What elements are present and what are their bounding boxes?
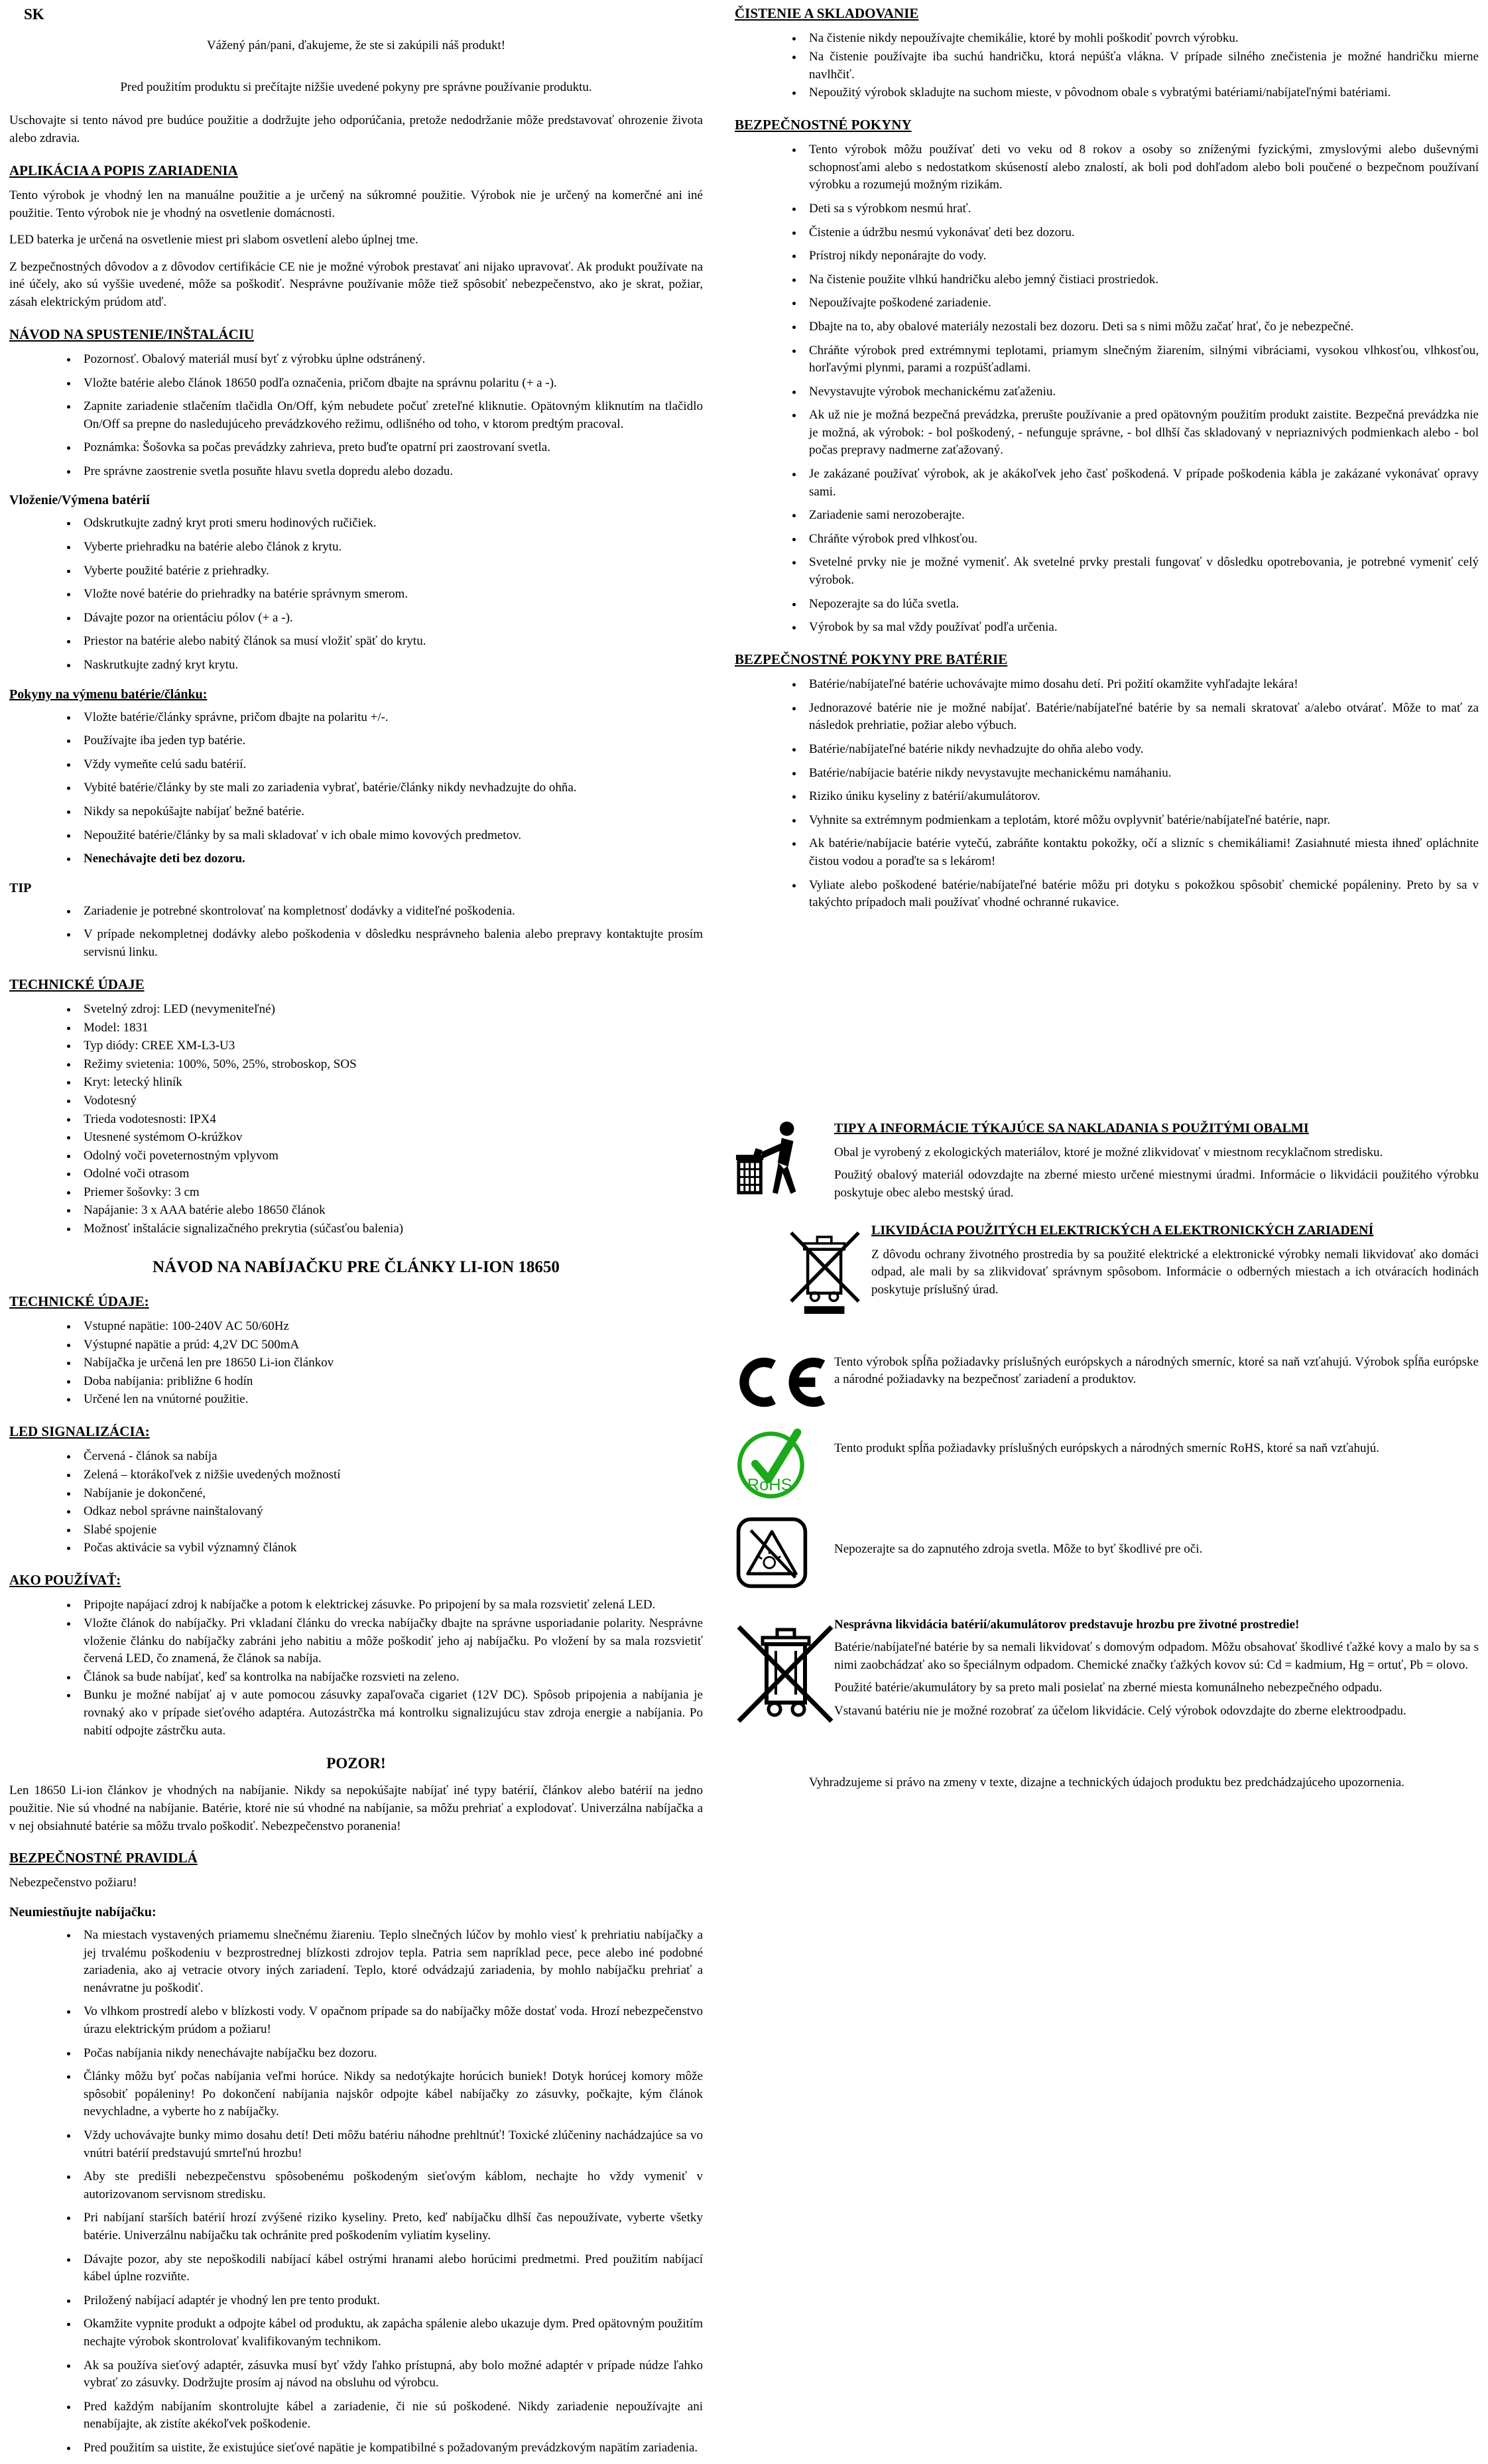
- rohs-text: [834, 1423, 1479, 1463]
- section-heading-startup: NÁVOD NA SPUSTENIE/INŠTALÁCIU: [9, 326, 255, 342]
- paragraph: Použité batérie/akumulátory by sa preto mali posielať na zberné miesta komunálneho nebezpečného odpadu.: [834, 1681, 1383, 1695]
- startup-list: [9, 351, 703, 481]
- list-item: • Na miestach vystavených priamemu slnečnému žiareniu. Teplo slnečných lúčov by mohlo viesť k prehriatiu nabíjačky a jej trvalému poškodeniu v bezprostrednej blízkosti zdrojov tepla. Patria sem napríklad pece, pece alebo iné podobné zariadenia, ako aj vetracie otvory iných zariadení. Teplo, ktoré odvádzajú zariadenia, by mohlo nabíjačku prehriať a nenávratne ju poškodiť.: [78, 1927, 703, 1997]
- section-heading-led-signal: LED SIGNALIZÁCIA:: [9, 1423, 150, 1440]
- ce-mark-icon: [735, 1354, 834, 1411]
- list-item: • Odskrutkujte zadný kryt proti smeru hodinových ručičiek.: [78, 515, 703, 533]
- list-item: • Výstupné napätie a prúd: 4,2V DC 500mA: [78, 1336, 703, 1354]
- battery-disposal-icon: [735, 1616, 834, 1728]
- list-item: • Vložte batérie/články správne, pričom dbajte na polaritu +/-.: [78, 709, 703, 727]
- list-item: • Typ diódy: CREE XM-L3-U3: [78, 1037, 703, 1055]
- tip-list: [9, 903, 703, 962]
- section-heading-safety-rules: BEZPEČNOSTNÉ PRAVIDLÁ: [9, 1850, 198, 1866]
- eye-warning-block: [735, 1516, 1479, 1590]
- packaging-info-block: [735, 1118, 1479, 1208]
- section-heading-safety: BEZPEČNOSTNÉ POKYNY: [735, 116, 912, 133]
- list-item: • Riziko úniku kyseliny z batérií/akumulátorov.: [804, 788, 1479, 806]
- subheading-do-not-place: Neumiestňujte nabíjačku:: [9, 1905, 156, 1920]
- battery-replace-list: [9, 709, 703, 868]
- list-item: • Počas aktivácie sa vybil významný článok: [78, 1539, 703, 1557]
- list-item: • Poznámka: Šošovka sa počas prevádzky zahrieva, preto buďte opatrní pri zaostrovaní svetla.: [78, 439, 703, 457]
- subheading-battery-replace: Pokyny na výmenu batérie/článku:: [9, 686, 208, 702]
- spacer: [735, 919, 1479, 1118]
- battery-disposal-block: [735, 1616, 1479, 1728]
- section-heading-charger-tech: TECHNICKÉ ÚDAJE:: [9, 1293, 149, 1309]
- list-item: • Napájanie: 3 x AAA batérie alebo 18650 článok: [78, 1202, 703, 1220]
- list-item: • Naskrutkujte zadný kryt krytu.: [78, 657, 703, 675]
- safety-list: [735, 141, 1479, 637]
- list-item: • Pri nabíjaní starších batérií hrozí zvýšené riziko kyseliny. Preto, keď nabíjačku dlhší čas nepoužívate, vyberte všetky batérie. Univerzálnu nabíjačku tak ochránite pred poškodením vyliatím kyseliny.: [78, 2209, 703, 2244]
- list-item: • Výrobok by sa mal vždy používať podľa určenia.: [804, 619, 1479, 637]
- weee-heading: LIKVIDÁCIA POUŽITÝCH ELEKTRICKÝCH A ELEKTRONICKÝCH ZARIADENÍ: [871, 1222, 1374, 1238]
- list-item: • Kryt: letecký hliník: [78, 1074, 703, 1092]
- list-item: • Aby ste predišli nebezpečenstvu spôsobenému poškodeným sieťovým káblom, nechajte ho vždy vymeniť v autorizovanom servisnom stredisku.: [78, 2168, 703, 2203]
- list-item: • Bunku je možné nabíjať aj v aute pomocou zásuvky zapaľovača cigariet (12V DC). Spôsob pripojenia a nabíjania je rovnaký ako v prípade sieťového adaptéra. Autozástrčka má kontrolku signalizujúcu stav zdroja energie a nabíjania. Po nabití odpojte zástrčku auta.: [78, 1687, 703, 1740]
- list-item: • Dbajte na to, aby obalové materiály nezostali bez dozoru. Deti sa s nimi môžu začať hrať, čo je nebezpečné.: [804, 318, 1479, 336]
- list-item: • Používajte iba jeden typ batérie.: [78, 732, 703, 750]
- list-item: • Na čistenie použite vlhkú handričku alebo jemný čistiaci prostriedok.: [804, 271, 1479, 289]
- rohs-icon: [735, 1423, 834, 1504]
- svg-text:RoHS: RoHS: [747, 1475, 792, 1494]
- list-item: • Na čistenie nikdy nepoužívajte chemikálie, ktoré by mohli poškodiť povrch výrobku.: [804, 30, 1479, 48]
- eye-warning-icon: [735, 1516, 834, 1590]
- paragraph: Z bezpečnostných dôvodov a z dôvodov certifikácie CE nie je možné výrobok prestavať ani nijako upravovať. Ak produkt používate na iné účely, ako sú vyššie uvedené, môže sa poškodiť. Nesprávne používanie môže tiež spôsobiť nebezpečenstvo, ako je skrat, požiar, zásah elektrickým prúdom atď.: [9, 259, 703, 309]
- list-item: • Slabé spojenie: [78, 1522, 703, 1539]
- rohs-block: [735, 1423, 1479, 1504]
- list-item: • Odolné voči otrasom: [78, 1165, 703, 1183]
- list-item: • Na čistenie používajte iba suchú handričku, ktorá nepúšťa vlákna. V prípade silného znečistenia je možné handričku mierne navlhčiť.: [804, 48, 1479, 84]
- subheading-battery-insert: Vloženie/Výmena batérií: [9, 493, 150, 508]
- charger-tech-list: [9, 1318, 703, 1409]
- battery-safety-list: [735, 676, 1479, 912]
- list-item: • Zapnite zariadenie stlačením tlačidla On/Off, kým nebudete počuť zreteľné kliknutie. Opätovným kliknutím na tlačidlo On/Off sa prepne do nasledujúceho prevádzkového režimu, odlišného od toho, v ktorom predtým pracoval.: [78, 398, 703, 433]
- list-item: • Jednorazové batérie nie je možné nabíjať. Batérie/nabíjateľné batérie by sa nemali skratovať a/alebo otvárať. Môže to mať za následok prehriatie, požiar alebo výbuch.: [804, 700, 1479, 735]
- intro-keep: Uschovajte si tento návod pre budúce použitie a dodržujte jeho odporúčania, pretože nedodržanie môže predstavovať ohrozenie života alebo zdravia.: [9, 113, 703, 145]
- list-item: • Odolný voči poveternostným vplyvom: [78, 1147, 703, 1165]
- list-item: • Články môžu byť počas nabíjania veľmi horúce. Nikdy sa nedotýkajte horúcich buniek! Dotyk horúcej komory môže spôsobiť popáleniny! Po dokončení nabíjania najskôr odpojte kábel nabíjačky zo zásuvky, počkajte, kým článok nevychladne, a vyberte ho z nabíjačky.: [78, 2068, 703, 2121]
- list-item: • Vložte článok do nabíjačky. Pri vkladaní článku do vrecka nabíjačky dbajte na správne usporiadanie polarity. Nesprávne vloženie článku do nabíjačky zabráni jeho nabitiu a môže poškodiť jeho aj nabíjačku. Po vložení by sa mala rozsvietiť červená LED, čo znamená, že článok sa nabíja.: [78, 1615, 703, 1668]
- list-item: • Zariadenie sami nerozoberajte.: [804, 507, 1479, 525]
- list-item: • Vodotesný: [78, 1092, 703, 1110]
- list-item: • Doba nabíjania: približne 6 hodín: [78, 1373, 703, 1391]
- list-item: • Tento výrobok môžu používať deti vo veku od 8 rokov a osoby so zníženými fyzickými, zmyslovými alebo duševnými schopnosťami alebo s nedostatkom skúseností alebo znalostí, ak boli pod dohľadom alebo boli poučené o bezpečnom používaní výrobku a rozumejú možným rizikám.: [804, 141, 1479, 194]
- list-item: • Odkaz nebol správne nainštalovaný: [78, 1503, 703, 1521]
- list-item: • Vyberte použité batérie z priehradky.: [78, 562, 703, 580]
- change-rights-note: Vyhradzujeme si právo na zmeny v texte, dizajne a technických údajoch produktu bez predchádzajúceho upozornenia.: [809, 1775, 1404, 1789]
- list-item: • Nabíjačka je určená len pre 18650 Li-ion článkov: [78, 1354, 703, 1372]
- paragraph: Tento produkt spĺňa požiadavky príslušných európskych a národných smerníc RoHS, ktoré sa naň vzťahujú.: [834, 1441, 1380, 1455]
- list-item: • Priložený nabíjací adaptér je vhodný len pre tento produkt.: [78, 2292, 703, 2310]
- warning-title: POZOR!: [326, 1755, 386, 1772]
- list-item: • Vložte nové batérie do priehradky na batérie správnym smerom.: [78, 586, 703, 604]
- section-heading-application: APLIKÁCIA A POPIS ZARIADENIA: [9, 162, 238, 178]
- ce-block: [735, 1354, 1479, 1411]
- list-item: • Pozornosť. Obalový materiál musí byť z výrobku úplne odstránený.: [78, 351, 703, 369]
- paragraph: Použitý obalový materiál odovzdajte na zberné miesto určené miestnymi úradmi. Informácie o likvidácii použitého výrobku poskytuje obec alebo mestský úrad.: [834, 1168, 1479, 1200]
- list-item: • Vyliate alebo poškodené batérie/nabíjateľné batérie môžu pri dotyku s pokožkou spôsobiť chemické popáleniny. Preto by sa v takýchto prípadoch mali používať vhodné ochranné rukavice.: [804, 877, 1479, 912]
- list-item: • Dávajte pozor, aby ste nepoškodili nabíjací kábel ostrými hranami alebo horúcimi predmetmi. Pred použitím nabíjací kábel úplne rozviňte.: [78, 2251, 703, 2286]
- list-item: • Možnosť inštalácie signalizačného prekrytia (súčasťou balenia): [78, 1220, 703, 1238]
- subheading-tip: TIP: [9, 880, 32, 895]
- packaging-heading: TIPY A INFORMÁCIE TÝKAJÚCE SA NAKLADANIA S POUŽITÝMI OBALMI: [834, 1120, 1309, 1135]
- list-item: • Ak batérie/nabíjacie batérie vytečú, zabráňte kontaktu pokožky, očí a slizníc s chemikáliami! Zasiahnuté miesta ihneď opláchnite čistou vodou a poraďte sa s lekárom!: [804, 835, 1479, 870]
- right-column: [735, 0, 1479, 1801]
- list-item: • Nepoužitý výrobok skladujte na suchom mieste, v pôvodnom obale s vybratými batériami/nabíjateľnými batériami.: [804, 84, 1479, 102]
- tech-list: [9, 1001, 703, 1238]
- paragraph: LED baterka je určená na osvetlenie miest pri slabom osvetlení alebo úplnej tme.: [9, 233, 418, 247]
- list-item: • Pripojte napájací zdroj k nabíjačke a potom k elektrickej zásuvke. Po pripojení by sa mala rozsvietiť zelená LED.: [78, 1596, 703, 1614]
- list-item: • Zelená – ktorákoľvek z nižšie uvedených možností: [78, 1466, 703, 1484]
- paragraph: Vstavanú batériu nie je možné rozobrať za účelom likvidácie. Celý výrobok odovzdajte do zberne elektroodpadu.: [834, 1703, 1406, 1718]
- paragraph: Batérie/nabíjateľné batérie by sa nemali likvidovať s domovým odpadom. Môžu obsahovať škodlivé ťažké kovy a malo by sa s nimi zaobchádzať ako so špeciálnym odpadom. Chemické značky ťažkých kovov sú: Cd = kadmium, Hg = ortuť, Pb = olovo.: [834, 1640, 1479, 1672]
- cleaning-list: [735, 30, 1479, 101]
- list-item: • Prístroj nikdy neponárajte do vody.: [804, 247, 1479, 265]
- list-item: • Vyberte priehradku na batérie alebo článok z krytu.: [78, 539, 703, 556]
- list-item: • Nenechávajte deti bez dozoru.: [78, 850, 703, 868]
- list-item: • Batérie/nabíjateľné batérie nikdy nevhadzujte do ohňa alebo vody.: [804, 741, 1479, 759]
- list-item: • Vložte batérie alebo článok 18650 podľa označenia, pričom dbajte na správnu polaritu (+ a -).: [78, 375, 703, 393]
- battery-disposal-heading: Nesprávna likvidácia batérií/akumulátorov predstavuje hrozbu pre životné prostredie!: [834, 1617, 1300, 1632]
- list-item: • Pre správne zaostrenie svetla posuňte hlavu svetla dopredu alebo dozadu.: [78, 463, 703, 481]
- intro-thanks: Vážený pán/pani, ďakujeme, že ste si zakúpili náš produkt!: [206, 38, 506, 53]
- how-to-use-list: [9, 1596, 703, 1740]
- list-item: • Počas nabíjania nikdy nenechávajte nabíjačku bez dozoru.: [78, 2045, 703, 2063]
- intro-read: Pred použitím produktu si prečítajte nižšie uvedené pokyny pre správne používanie produktu.: [120, 80, 592, 94]
- paragraph: Tento výrobok je vhodný len na manuálne použitie a je určený na súkromné použitie. Výrobok nie je určený na komerčné ani iné použitie. Tento výrobok nie je vhodný na osvetlenie domácnosti.: [9, 188, 703, 220]
- language-code: SK: [24, 6, 44, 23]
- spacer: [735, 1602, 1479, 1616]
- section-heading-cleaning: ČISTENIE A SKLADOVANIE: [735, 5, 919, 21]
- weee-bin-icon: [786, 1220, 871, 1319]
- list-item: • Svetelné prvky nie je možné vymeniť. Ak svetelné prvky prestali fungovať v dôsledku opotrebovania, je potrebné vymeniť celý výrobok.: [804, 554, 1479, 589]
- packaging-info-text: [834, 1118, 1479, 1208]
- list-item: • Chráňte výrobok pred extrémnymi teplotami, priamym slnečným žiarením, silnými vibráciami, vysokou vlhkosťou, vlhkosťou, horľavými plynmi, parami a rozpúšťadlami.: [804, 342, 1479, 377]
- list-item: • Dávajte pozor na orientáciu pólov (+ a -).: [78, 610, 703, 627]
- paragraph: Nepozerajte sa do zapnutého zdroja svetla. Môže to byť škodlivé pre oči.: [834, 1541, 1203, 1556]
- list-item: • Nepoužité batérie/články by sa mali skladovať v ich obale mimo kovových predmetov.: [78, 827, 703, 845]
- paragraph: Z dôvodu ochrany životného prostredia by sa použité elektrické a elektronické výrobky nemali likvidovať ako domáci odpad, ale mali by sa zlikvidovať správnym spôsobom. Informácie o odberných miestach a ich otváracích hodinách poskytuje príslušný úrad.: [871, 1247, 1479, 1297]
- list-item: • Je zakázané používať výrobok, ak je akákoľvek jeho časť poškodená. V prípade poškodenia kábla je zakázané vykonávať opravy sami.: [804, 466, 1479, 501]
- list-item: • Deti sa s výrobkom nesmú hrať.: [804, 200, 1479, 218]
- list-item: • Model: 1831: [78, 1019, 703, 1037]
- list-item: • Chráňte výrobok pred vlhkosťou.: [804, 531, 1479, 549]
- battery-insert-list: [9, 515, 703, 674]
- safety-rules-list: [9, 1927, 703, 2457]
- list-item: • Vstupné napätie: 100-240V AC 50/60Hz: [78, 1318, 703, 1336]
- weee-text: [871, 1220, 1479, 1305]
- list-item: • Vždy vymeňte celú sadu batérií.: [78, 756, 703, 774]
- fire-danger-note: Nebezpečenstvo požiaru!: [9, 1876, 137, 1890]
- eye-warning-text: [834, 1516, 1479, 1564]
- list-item: • Pred každým nabíjaním skontrolujte kábel a zariadenie, či nie sú poškodené. Nikdy zariadenie nepoužívajte ani nenabíjajte, ak zistíte akékoľvek poškodenie.: [78, 2398, 703, 2433]
- ce-text: [834, 1354, 1479, 1394]
- led-signal-list: [9, 1448, 703, 1557]
- list-item: • Vo vlhkom prostredí alebo v blízkosti vody. V opačnom prípade sa do nabíjačky môže dostať voda. Hrozí nebezpečenstvo úrazu elektrickým prúdom a požiaru!: [78, 2003, 703, 2038]
- section-heading-how-to-use: AKO POUŽÍVAŤ:: [9, 1571, 121, 1588]
- tidyman-icon: [735, 1118, 834, 1204]
- left-column: [9, 0, 703, 2464]
- list-item: • Nepoužívajte poškodené zariadenie.: [804, 294, 1479, 312]
- list-item: • Okamžite vypnite produkt a odpojte kábel od produktu, ak zapácha spálenie alebo ukazuje dym. Pred opätovným použitím nechajte výrobok skontrolovať kvalifikovaným technikom.: [78, 2315, 703, 2351]
- list-item: • Nevystavujte výrobok mechanickému zaťaženiu.: [804, 383, 1479, 401]
- list-item: • Režimy svietenia: 100%, 50%, 25%, stroboskop, SOS: [78, 1056, 703, 1074]
- spacer: [735, 1331, 1479, 1354]
- list-item: • Vždy uchovávajte bunky mimo dosahu detí! Deti môžu batériu náhodne prehltnúť! Toxické zlúčeniny nachádzajúce sa vo vnútri batérií predstavujú smrteľnú hrozbu!: [78, 2127, 703, 2162]
- paragraph: Tento výrobok spĺňa požiadavky príslušných európskych a národných smerníc, ktoré sa naň vzťahujú. Výrobok spĺňa európske a národné požiadavky na bezpečnosť zariadení a produktov.: [834, 1354, 1479, 1387]
- list-item: • Ak už nie je možná bezpečná prevádzka, prerušte používanie a pred opätovným použitím produkt zaistite. Bezpečná prevádzka nie je možná, ak výrobok: - bol poškodený, - nefunguje správne, - bol dlhší čas skladovaný v nepriaznivých podmienkach alebo - bol počas prepravy nadmerne zaťažovaný.: [804, 407, 1479, 460]
- list-item: • Vybité batérie/články by ste mali zo zariadenia vybrať, batérie/články nikdy nevhadzujte do ohňa.: [78, 779, 703, 797]
- list-item: • Batérie/nabíjacie batérie nikdy nevystavujte mechanickému namáhaniu.: [804, 765, 1479, 783]
- paragraph: Obal je vyrobený z ekologických materiálov, ktoré je možné zlikvidovať v miestnom recyklačnom stredisku.: [834, 1145, 1383, 1159]
- list-item: • Zariadenie je potrebné skontrolovať na kompletnosť dodávky a viditeľné poškodenia.: [78, 903, 703, 921]
- list-item: • Nepozerajte sa do lúča svetla.: [804, 596, 1479, 614]
- list-item: • Čistenie a údržbu nesmú vykonávať deti bez dozoru.: [804, 224, 1479, 242]
- list-item: • Vyhnite sa extrémnym podmienkam a teplotám, ktoré môžu ovplyvniť batérie/nabíjateľné batérie, napr.: [804, 812, 1479, 830]
- list-item: • Nikdy sa nepokúšajte nabíjať bežné batérie.: [78, 803, 703, 821]
- weee-block: [735, 1220, 1479, 1319]
- list-item: • Článok sa bude nabíjať, keď sa kontrolka na nabíjačke rozsvieti na zeleno.: [78, 1669, 703, 1687]
- section-heading-battery-safety: BEZPEČNOSTNÉ POKYNY PRE BATÉRIE: [735, 651, 1008, 667]
- charger-title: NÁVOD NA NABÍJAČKU PRE ČLÁNKY LI-ION 18650: [153, 1258, 560, 1276]
- list-item: • Batérie/nabíjateľné batérie uchovávajte mimo dosahu detí. Pri požití okamžite vyhľadajte lekára!: [804, 676, 1479, 694]
- list-item: • V prípade nekompletnej dodávky alebo poškodenia v dôsledku nesprávneho balenia alebo prepravy kontaktujte prosím servisnú linku.: [78, 926, 703, 961]
- section-heading-tech: TECHNICKÉ ÚDAJE: [9, 976, 145, 992]
- list-item: • Určené len na vnútorné použitie.: [78, 1391, 703, 1409]
- list-item: • Nabíjanie je dokončené,: [78, 1485, 703, 1503]
- list-item: • Priestor na batérie alebo nabitý článok sa musí vložiť späť do krytu.: [78, 633, 703, 651]
- list-item: • Červená - článok sa nabíja: [78, 1448, 703, 1466]
- list-item: • Ak sa používa sieťový adaptér, zásuvka musí byť vždy ľahko prístupná, aby bolo možné adaptér v prípade núdze ľahko vybrať zo zásuvky. Dodržujte prosím aj návod na obsluhu od výrobcu.: [78, 2357, 703, 2392]
- list-item: • Priemer šošovky: 3 cm: [78, 1184, 703, 1202]
- warning-text: Len 18650 Li-ion článkov je vhodných na nabíjanie. Nikdy sa nepokúšajte nabíjať iné typy batérií, článkov alebo batérií na jedno použitie. Nie sú vhodné na nabíjanie. Batérie, ktoré nie sú vhodné na nabíjanie, sa môžu prehriať a explodovať. Univerzálna nabíjačka a v nej obsiahnuté batérie sa môžu trvalo poškodiť. Nebezpečenstvo poranenia!: [9, 1783, 703, 1833]
- list-item: • Utesnené systémom O-krúžkov: [78, 1129, 703, 1147]
- list-item: • Pred použitím sa uistite, že existujúce sieťové napätie je kompatibilné s požadovaným prevádzkovým napätím zariadenia.: [78, 2439, 703, 2457]
- list-item: • Trieda vodotesnosti: IPX4: [78, 1111, 703, 1129]
- battery-disposal-text: [834, 1616, 1479, 1726]
- list-item: • Svetelný zdroj: LED (nevymeniteľné): [78, 1001, 703, 1019]
